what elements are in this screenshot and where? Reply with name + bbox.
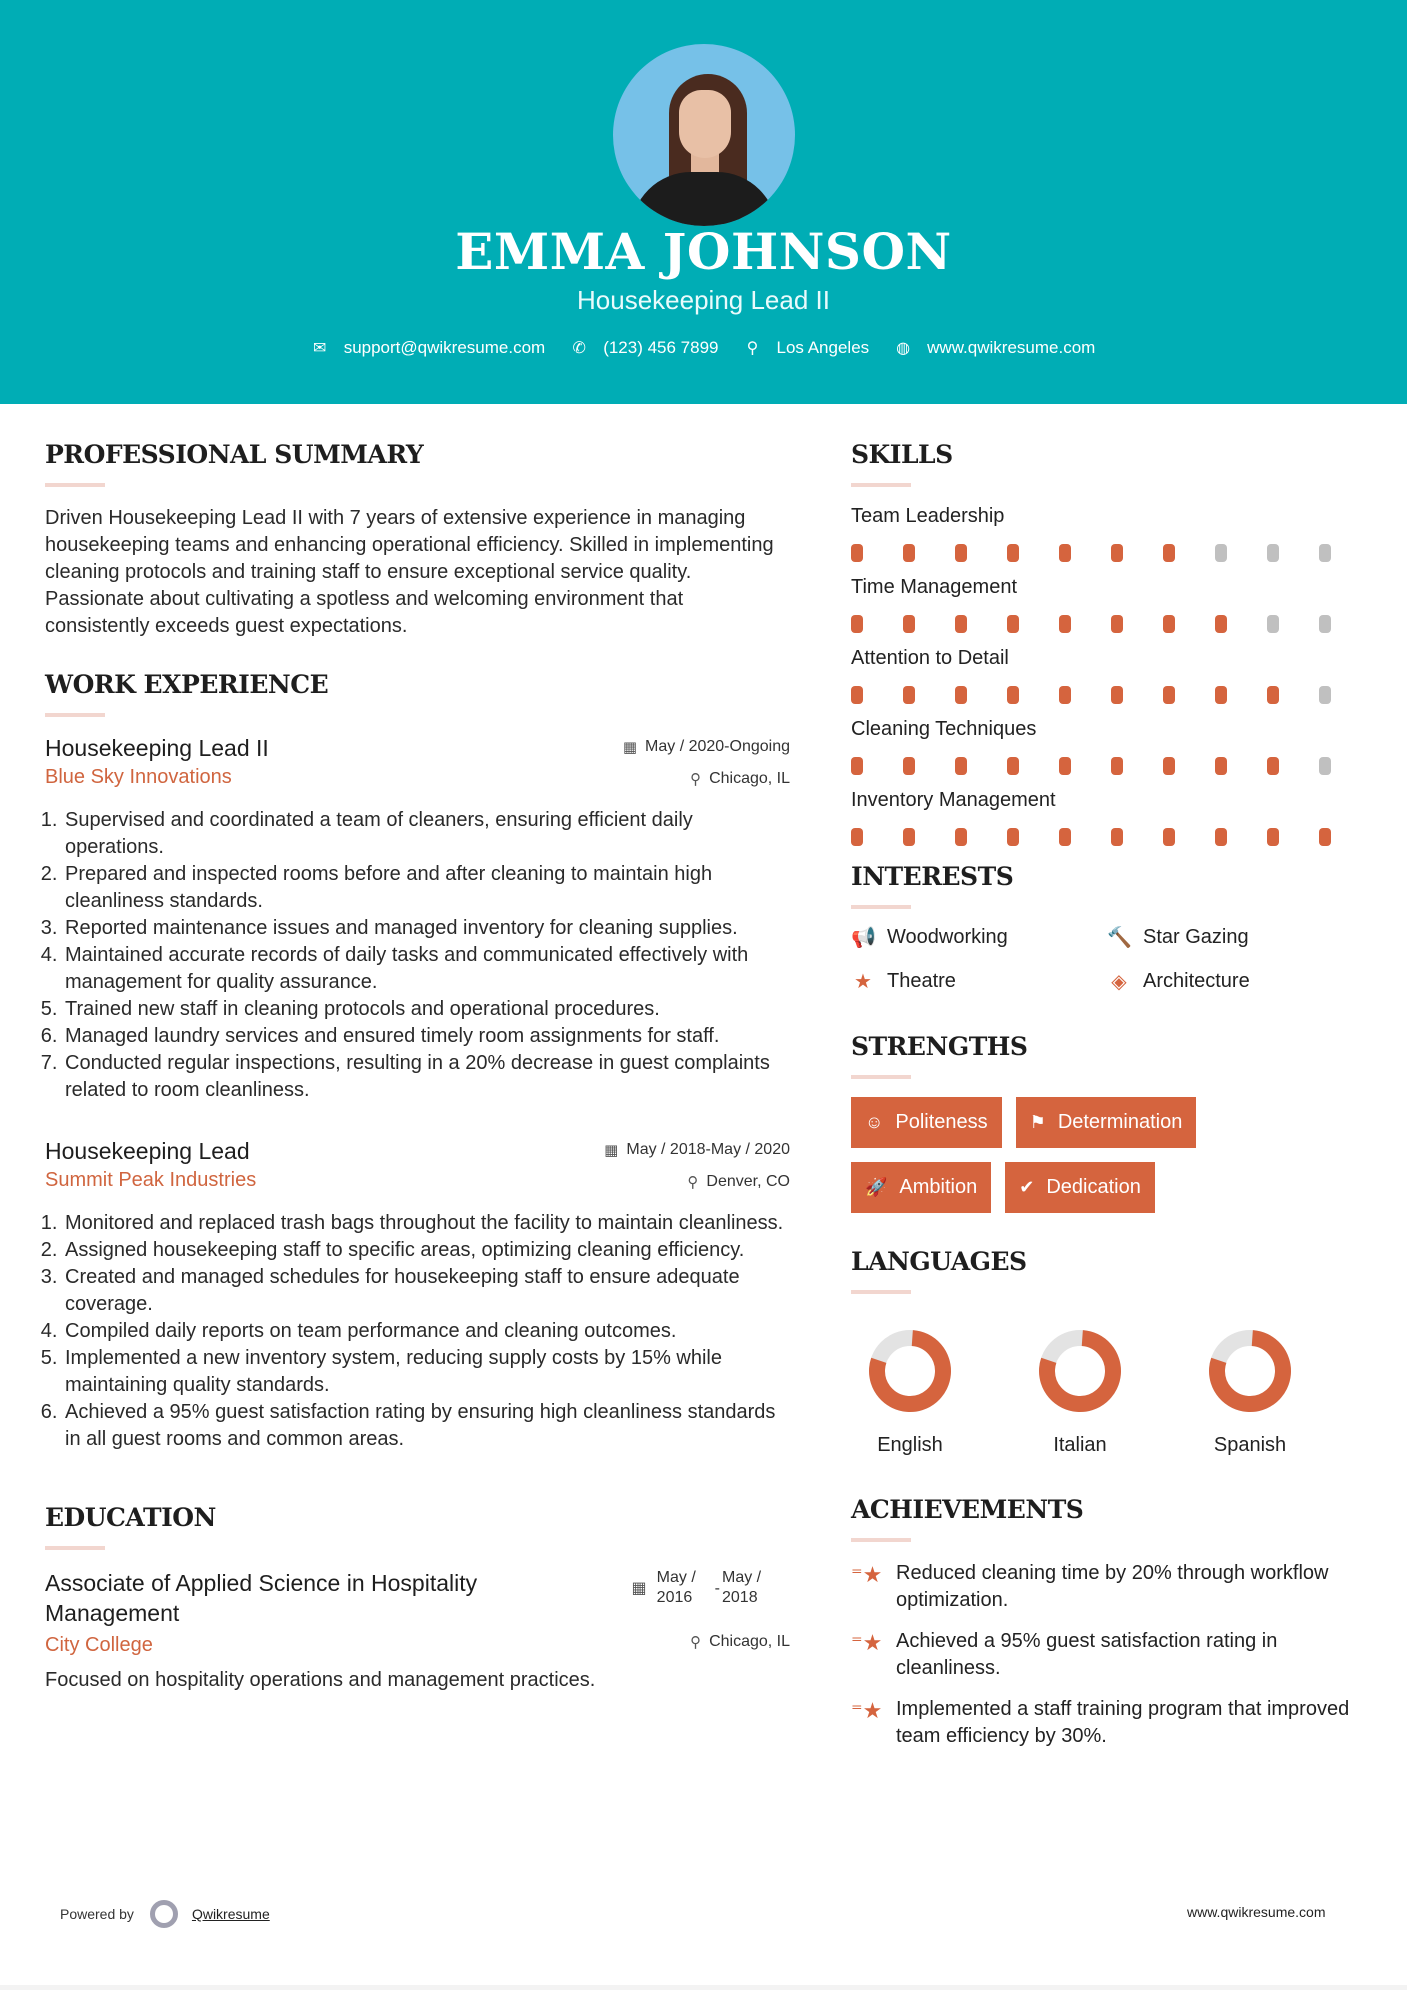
powered-by: Powered by Qwikresume bbox=[60, 1900, 270, 1928]
strength-badge: ☺ Politeness bbox=[851, 1097, 1002, 1148]
shooting-star-icon: ⁼★ bbox=[851, 1630, 883, 1655]
rating-dot-filled bbox=[955, 544, 967, 562]
rating-dot-filled bbox=[1163, 686, 1175, 704]
page-bottom-edge bbox=[0, 1985, 1407, 1990]
rating-dot-filled bbox=[1007, 615, 1019, 633]
rating-dot-filled bbox=[1267, 686, 1279, 704]
rating-dot-filled bbox=[955, 615, 967, 633]
rating-dot-filled bbox=[1215, 615, 1227, 633]
job-title: Housekeeping Lead II bbox=[577, 285, 830, 315]
contact-phone[interactable]: ✆ (123) 456 7899 bbox=[572, 338, 719, 357]
company-name: Summit Peak Industries bbox=[45, 1169, 257, 1191]
calendar-icon: ▦ bbox=[622, 739, 638, 756]
rating-dot-filled bbox=[1007, 757, 1019, 775]
job-location: Denver, CO bbox=[706, 1173, 790, 1190]
calendar-icon: ▦ bbox=[631, 1580, 647, 1597]
rating-dot-empty bbox=[1215, 544, 1227, 562]
rating-dot-filled bbox=[1111, 686, 1123, 704]
duty-item: 3. Reported maintenance issues and managed inventory for cleaning supplies. bbox=[63, 915, 790, 942]
rating-dot-filled bbox=[903, 828, 915, 846]
rating-dot-filled bbox=[903, 757, 915, 775]
skill-rating bbox=[851, 757, 1371, 775]
rating-dot-filled bbox=[955, 757, 967, 775]
achievement-item: ⁼★ Achieved a 95% guest satisfaction rating in cleanliness. bbox=[851, 1628, 1371, 1682]
skill-item bbox=[851, 718, 1371, 775]
section-title: LANGUAGES bbox=[851, 1247, 1027, 1276]
interest-item: ★ Theatre bbox=[851, 969, 1107, 994]
rating-dot-filled bbox=[903, 686, 915, 704]
rating-dot-filled bbox=[1059, 615, 1071, 633]
shooting-star-icon: ⁼★ bbox=[851, 1698, 883, 1723]
right-column bbox=[851, 440, 1371, 1764]
rating-dot-empty bbox=[1319, 686, 1331, 704]
section-divider bbox=[851, 483, 911, 487]
rating-dot-filled bbox=[1215, 757, 1227, 775]
skill-item bbox=[851, 505, 1371, 562]
skill-name: Team Leadership bbox=[851, 505, 1005, 527]
rating-dot-filled bbox=[851, 757, 863, 775]
skill-rating bbox=[851, 615, 1371, 633]
rating-dot-filled bbox=[1267, 828, 1279, 846]
rating-dot-filled bbox=[1163, 615, 1175, 633]
summary-text: Driven Housekeeping Lead II with 7 years of extensive experience in managing housekeeping teams and enhancing operational efficiency. Skilled in implementing cleaning protocols and training staff to ensure exceptional service quality. Passionate about cultivating a spotless and welcoming environment that consistently exceeds guest expectations. bbox=[45, 507, 774, 637]
job-entry bbox=[45, 1138, 790, 1453]
school-name: City College bbox=[45, 1634, 153, 1656]
shooting-star-icon: ⁼★ bbox=[851, 1562, 883, 1587]
job-dates: May / 2020-Ongoing bbox=[645, 738, 790, 755]
map-pin-icon: ⚲ bbox=[746, 340, 759, 357]
skill-name: Cleaning Techniques bbox=[851, 718, 1037, 740]
rating-dot-filled bbox=[1215, 828, 1227, 846]
language-donut-chart bbox=[867, 1328, 953, 1414]
duty-item: 3. Created and managed schedules for housekeeping staff to ensure adequate coverage. bbox=[63, 1264, 790, 1318]
skill-rating bbox=[851, 828, 1371, 846]
candidate-name: EMMA JOHNSON bbox=[455, 222, 952, 281]
contact-email[interactable]: ✉ support@qwikresume.com bbox=[312, 338, 546, 357]
skill-name: Time Management bbox=[851, 576, 1017, 598]
rating-dot-empty bbox=[1319, 615, 1331, 633]
duty-item: 1. Supervised and coordinated a team of cleaners, ensuring efficient daily operations. bbox=[63, 807, 790, 861]
rating-dot-filled bbox=[851, 544, 863, 562]
job-entry bbox=[45, 735, 790, 1104]
section-title: EDUCATION bbox=[45, 1503, 216, 1532]
education-description: Focused on hospitality operations and management practices. bbox=[45, 1669, 596, 1691]
achievement-item: ⁼★ Implemented a staff training program that improved team efficiency by 30%. bbox=[851, 1696, 1371, 1750]
section-title: PROFESSIONAL SUMMARY bbox=[45, 440, 424, 469]
rating-dot-filled bbox=[903, 615, 915, 633]
rating-dot-filled bbox=[1163, 544, 1175, 562]
check-circle-icon: ✔ bbox=[1019, 1177, 1035, 1197]
interest-item: 🔨 Star Gazing bbox=[1107, 926, 1249, 949]
section-title: SKILLS bbox=[851, 440, 953, 469]
ticket-icon: ◈ bbox=[1111, 971, 1127, 993]
skill-item bbox=[851, 647, 1371, 704]
rating-dot-filled bbox=[1111, 544, 1123, 562]
duty-item: 5. Trained new staff in cleaning protocols and operational procedures. bbox=[63, 996, 790, 1023]
skill-rating bbox=[851, 686, 1371, 704]
section-divider bbox=[851, 905, 911, 909]
language-name: Spanish bbox=[1213, 1434, 1287, 1456]
phone-icon: ✆ bbox=[572, 340, 586, 357]
language-donut-chart bbox=[1207, 1328, 1293, 1414]
pushpin-icon: ⚲ bbox=[687, 1174, 699, 1191]
interest-item: 📢 Woodworking bbox=[851, 926, 1008, 949]
edu-start-date: May / 2016 bbox=[656, 1569, 696, 1606]
summary-section bbox=[45, 440, 790, 640]
globe-icon: ◍ bbox=[896, 340, 911, 357]
rating-dot-filled bbox=[1007, 828, 1019, 846]
rating-dot-empty bbox=[1319, 544, 1331, 562]
job-position: Housekeeping Lead bbox=[45, 1138, 250, 1164]
language-item bbox=[1021, 1328, 1191, 1457]
rating-dot-filled bbox=[1111, 615, 1123, 633]
flag-checkered-icon: ⚑ bbox=[1029, 1112, 1046, 1132]
rating-dot-filled bbox=[1059, 828, 1071, 846]
rating-dot-empty bbox=[1319, 757, 1331, 775]
rating-dot-filled bbox=[1163, 757, 1175, 775]
rating-dot-filled bbox=[1059, 757, 1071, 775]
duty-list bbox=[45, 1210, 790, 1453]
achievement-item: ⁼★ Reduced cleaning time by 20% through workflow optimization. bbox=[851, 1560, 1371, 1614]
language-item bbox=[851, 1328, 1021, 1457]
section-divider bbox=[45, 483, 105, 487]
footer-website[interactable]: www.qwikresume.com bbox=[1187, 1904, 1326, 1920]
rocket-icon: 🚀 bbox=[865, 1177, 888, 1197]
language-donut-chart bbox=[1037, 1328, 1123, 1414]
date-separator: - bbox=[714, 1580, 720, 1597]
rating-dot-empty bbox=[1267, 544, 1279, 562]
megaphone-icon: 📢 bbox=[851, 927, 876, 949]
skill-rating bbox=[851, 544, 1371, 562]
section-divider bbox=[45, 1546, 105, 1550]
rating-dot-filled bbox=[955, 686, 967, 704]
qwikresume-logo-icon bbox=[150, 1900, 178, 1928]
section-title: STRENGTHS bbox=[851, 1032, 1028, 1061]
rating-dot-filled bbox=[1007, 544, 1019, 562]
rating-dot-filled bbox=[851, 828, 863, 846]
job-location: Chicago, IL bbox=[709, 770, 790, 787]
rating-dot-filled bbox=[1163, 828, 1175, 846]
edu-location: Chicago, IL bbox=[709, 1633, 790, 1650]
skills-section bbox=[851, 440, 1371, 846]
rating-dot-filled bbox=[1215, 686, 1227, 704]
section-divider bbox=[45, 713, 105, 717]
contact-bar bbox=[0, 338, 1407, 358]
degree-name: Associate of Applied Science in Hospitality Management bbox=[45, 1570, 478, 1626]
job-dates: May / 2018-May / 2020 bbox=[626, 1141, 790, 1158]
experience-section bbox=[45, 670, 790, 1453]
section-title: WORK EXPERIENCE bbox=[45, 670, 329, 699]
skills-list bbox=[851, 505, 1371, 846]
profile-photo bbox=[613, 44, 795, 226]
duty-item: 6. Achieved a 95% guest satisfaction rating by ensuring high cleanliness standards in all guest rooms and common areas. bbox=[63, 1399, 790, 1453]
rating-dot-filled bbox=[1319, 828, 1331, 846]
skill-item bbox=[851, 789, 1371, 846]
language-name: Italian bbox=[1053, 1434, 1107, 1456]
duty-item: 2. Prepared and inspected rooms before and after cleaning to maintain high cleanliness standards. bbox=[63, 861, 790, 915]
edu-end-date: May / 2018 bbox=[722, 1569, 762, 1606]
skill-name: Attention to Detail bbox=[851, 647, 1009, 669]
rating-dot-filled bbox=[955, 828, 967, 846]
section-divider bbox=[851, 1290, 911, 1294]
left-column bbox=[45, 440, 790, 1694]
duty-item: 7. Conducted regular inspections, resulting in a 20% decrease in guest complaints related to room cleanliness. bbox=[63, 1050, 790, 1104]
interest-item: ◈ Architecture bbox=[1107, 969, 1327, 994]
strength-badge: ✔ Dedication bbox=[1005, 1162, 1155, 1213]
section-title: ACHIEVEMENTS bbox=[851, 1495, 1084, 1524]
rating-dot-filled bbox=[1059, 686, 1071, 704]
strength-badge: 🚀 Ambition bbox=[851, 1162, 991, 1213]
duty-item: 6. Managed laundry services and ensured timely room assignments for staff. bbox=[63, 1023, 790, 1050]
languages-section bbox=[851, 1247, 1371, 1457]
duty-item: 4. Maintained accurate records of daily tasks and communicated effectively with management for quality assurance. bbox=[63, 942, 790, 996]
education-section bbox=[45, 1503, 790, 1694]
section-divider bbox=[851, 1075, 911, 1079]
resume-header bbox=[0, 0, 1407, 404]
contact-location: ⚲ Los Angeles bbox=[745, 338, 870, 358]
envelope-icon: ✉ bbox=[312, 340, 327, 357]
duty-item: 2. Assigned housekeeping staff to specific areas, optimizing cleaning efficiency. bbox=[63, 1237, 790, 1264]
contact-website[interactable]: ◍ www.qwikresume.com bbox=[896, 338, 1096, 357]
qwikresume-link[interactable]: Qwikresume bbox=[191, 1906, 270, 1922]
language-item bbox=[1191, 1328, 1361, 1457]
rating-dot-filled bbox=[1059, 544, 1071, 562]
calendar-icon: ▦ bbox=[604, 1142, 619, 1159]
skill-name: Inventory Management bbox=[851, 789, 1056, 811]
rating-dot-filled bbox=[1267, 757, 1279, 775]
pushpin-icon: ⚲ bbox=[690, 771, 702, 788]
strengths-section bbox=[851, 1032, 1371, 1213]
language-list bbox=[851, 1328, 1371, 1457]
rating-dot-filled bbox=[851, 686, 863, 704]
interests-section bbox=[851, 862, 1371, 994]
company-name: Blue Sky Innovations bbox=[45, 766, 232, 788]
rating-dot-filled bbox=[1007, 686, 1019, 704]
gavel-icon: 🔨 bbox=[1107, 927, 1132, 949]
duty-list bbox=[45, 807, 790, 1104]
rating-dot-filled bbox=[851, 615, 863, 633]
duty-item: 1. Monitored and replaced trash bags throughout the facility to maintain cleanliness. bbox=[63, 1210, 790, 1237]
section-divider bbox=[851, 1538, 911, 1542]
section-title: INTERESTS bbox=[851, 862, 1014, 891]
duty-item: 5. Implemented a new inventory system, reducing supply costs by 15% while maintaining quality standards. bbox=[63, 1345, 790, 1399]
pushpin-icon: ⚲ bbox=[690, 1634, 702, 1651]
rating-dot-filled bbox=[903, 544, 915, 562]
rating-dot-filled bbox=[1111, 757, 1123, 775]
strength-badge: ⚑ Determination bbox=[1016, 1097, 1197, 1148]
job-position: Housekeeping Lead II bbox=[45, 735, 269, 761]
star-icon: ★ bbox=[854, 971, 872, 993]
rating-dot-filled bbox=[1111, 828, 1123, 846]
duty-item: 4. Compiled daily reports on team performance and cleaning outcomes. bbox=[63, 1318, 790, 1345]
rating-dot-empty bbox=[1267, 615, 1279, 633]
achievements-section bbox=[851, 1495, 1371, 1750]
language-name: English bbox=[877, 1434, 943, 1456]
skill-item bbox=[851, 576, 1371, 633]
smile-icon: ☺ bbox=[865, 1112, 884, 1132]
